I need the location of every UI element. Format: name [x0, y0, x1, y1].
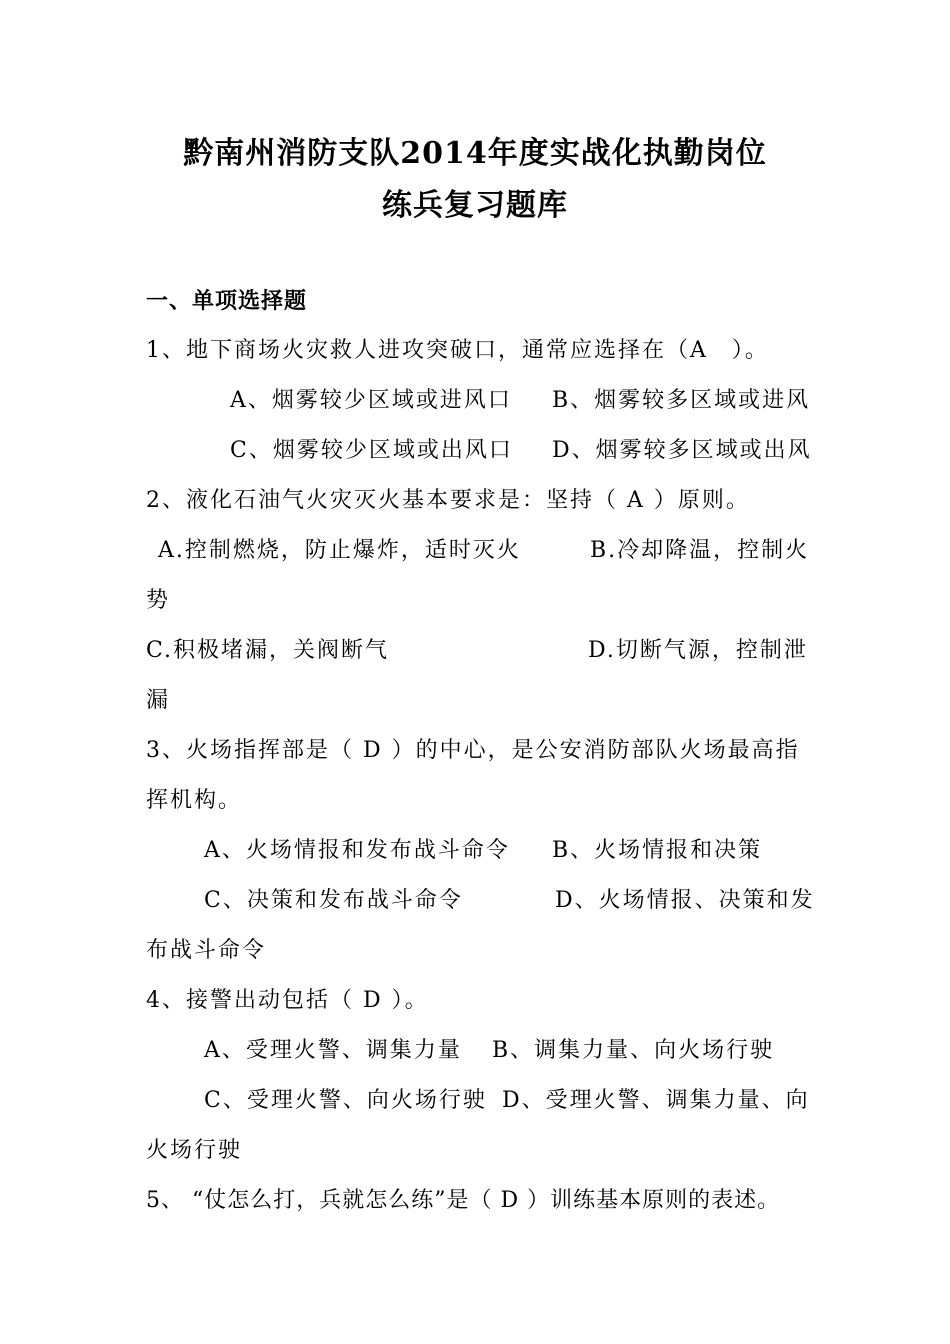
- question-3-option-d-continued: 布战斗命令: [146, 938, 267, 963]
- question-3-option-a: A、火场情报和发布战斗命令: [204, 838, 510, 863]
- question-3-option-d: D、火场情报、决策和发: [555, 888, 815, 913]
- question-3-option-c: C、决策和发布战斗命令: [204, 888, 463, 913]
- question-2-option-b-continued: 势: [146, 588, 171, 613]
- question-4-stem: 4、接警出动包括（ D ）。: [146, 988, 429, 1013]
- question-4-option-d-continued: 火场行驶: [146, 1138, 243, 1163]
- question-3-option-b: B、火场情报和决策: [552, 838, 763, 863]
- question-2-option-b: B.冷却降温，控制火: [590, 538, 810, 563]
- document-title-line1: 黔南州消防支队2014年度实战化执勤岗位: [183, 136, 767, 171]
- question-5-stem: 5、 “仗怎么打，兵就怎么练”是（ D ）训练基本原则的表述。: [146, 1188, 781, 1213]
- question-2-option-c: C.积极堵漏，关阀断气: [146, 638, 390, 663]
- question-2-option-a: A.控制燃烧，防止爆炸，适时灭火: [158, 538, 521, 563]
- question-4-option-b: B、调集力量、向火场行驶: [492, 1038, 775, 1063]
- question-3-stem: 3、火场指挥部是（ D ）的中心，是公安消防部队火场最高指: [146, 738, 800, 763]
- question-1-option-c: C、烟雾较少区域或出风口: [230, 438, 513, 463]
- question-4-option-a: A、受理火警、调集力量: [204, 1038, 462, 1063]
- question-3-stem-continued: 挥机构。: [146, 788, 243, 813]
- question-2-option-d: D.切断气源，控制泄: [588, 638, 808, 663]
- question-1-option-b: B、烟雾较多区域或进风: [552, 388, 811, 413]
- question-1-option-d: D、烟雾较多区域或出风: [552, 438, 812, 463]
- question-4-option-d: D、受理火警、调集力量、向: [502, 1088, 810, 1113]
- document-title-line2: 练兵复习题库: [382, 188, 568, 223]
- question-2-stem: 2、液化石油气火灾灭火基本要求是：坚持（ A ）原则。: [146, 488, 750, 513]
- question-2-option-d-continued: 漏: [146, 688, 171, 713]
- question-1-stem: 1、地下商场火灾救人进攻突破口，通常应选择在（A ）。: [146, 338, 769, 363]
- section-heading: 一、单项选择题: [146, 288, 308, 314]
- question-1-option-a: A、烟雾较少区域或进风口: [230, 388, 512, 413]
- question-4-option-c: C、受理火警、向火场行驶: [204, 1088, 487, 1113]
